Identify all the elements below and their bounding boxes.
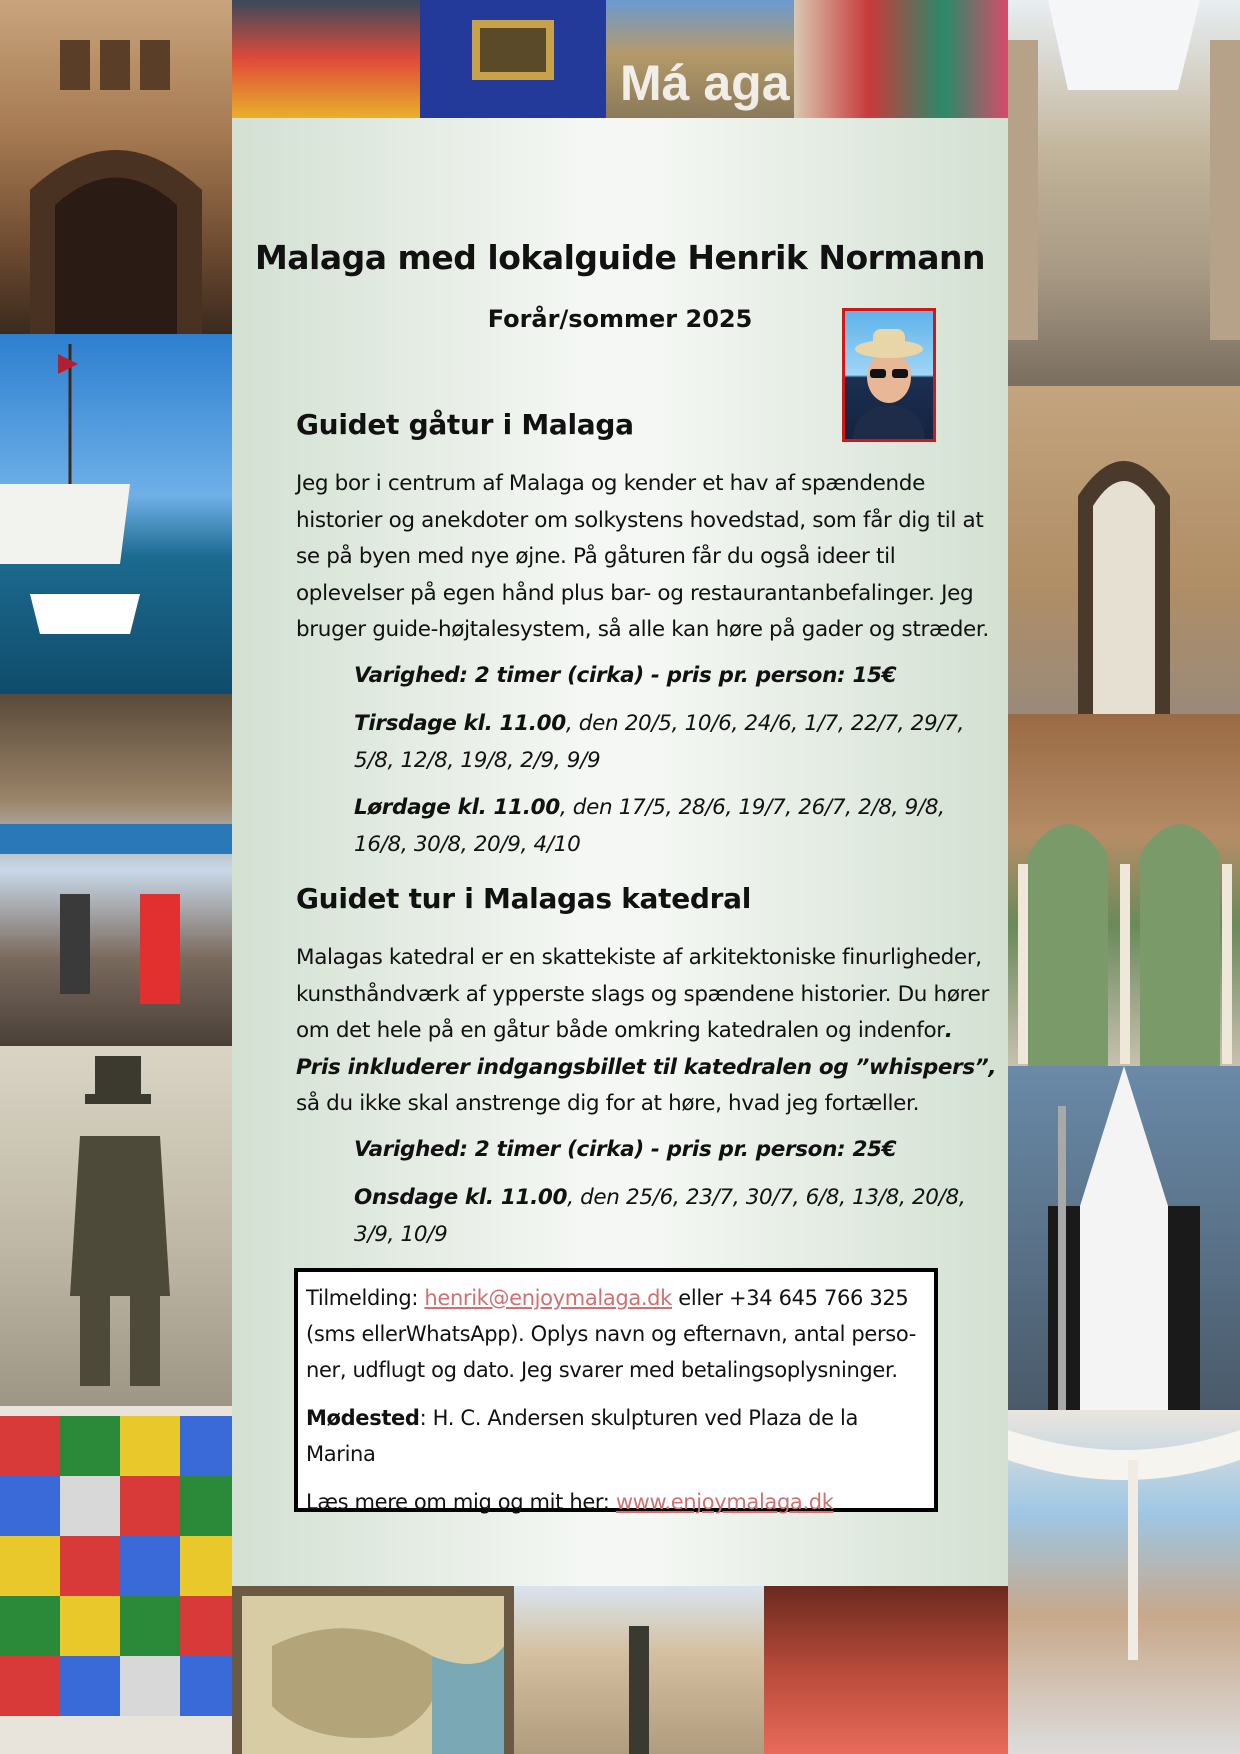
photo-cathedral-portal	[0, 0, 232, 334]
photo-muelle-uno	[1008, 1410, 1240, 1754]
walk-tour-saturdays	[354, 790, 994, 863]
photo-andersen-statue	[0, 1046, 232, 1406]
walk-tour-description: Jeg bor i centrum af Malaga og kender et hav af spændende historier og anekdoter om solkystens hovedstad, som får dig til at se på byen med nye øjne. På gåturen får du også ideer til oplevelser på egen hånd plus bar- og restaurantanbefalinger. Jeg bruger guide-højtalesystem, så alle kan høre på gader og stræder.	[296, 471, 989, 642]
meeting-label: Mødested	[306, 1406, 420, 1430]
meeting-paragraph	[306, 1400, 926, 1472]
wednesdays-dates: , den 25/6, 23/7, 30/7, 6/8, 13/8, 20/8, 3/9, 10/9	[354, 1185, 966, 1247]
page-title: Malaga med lokalguide Henrik Normann	[254, 238, 986, 277]
signup-box	[294, 1268, 938, 1512]
photo-procession-nazareno	[1008, 1066, 1240, 1410]
signup-text: eller +34 645 766 325 (sms ellerWhatsApp). Oplys navn og efternavn, antal perso-ner, udflugt og dato. Jeg svarer med betalingsoplysninger.	[306, 1286, 916, 1382]
tuesdays-label: Tirsdage kl. 11.00	[354, 711, 566, 736]
photo-plaza-constitucion	[514, 1586, 764, 1754]
photo-moorish-gate	[1008, 386, 1240, 714]
walk-tour-duration-text: Varighed: 2 timer (cirka) - pris pr. person: 15€	[354, 663, 897, 688]
email-link[interactable]: henrik@enjoymalaga.dk	[424, 1286, 672, 1310]
signup-paragraph	[306, 1280, 926, 1388]
guide-portrait	[842, 308, 936, 442]
malaga-sign-text: Má aga	[620, 55, 790, 111]
cathedral-desc-end: så du ikke skal anstrenge dig for at høre, hvad jeg fortæller.	[296, 1091, 920, 1116]
tuesdays-dates: , den 20/5, 10/6, 24/6, 1/7, 22/7, 29/7, 5/8, 12/8, 19/8, 2/9, 9/9	[354, 711, 965, 773]
saturdays-dates: , den 17/5, 28/6, 19/7, 26/7, 2/8, 9/8, 16/8, 30/8, 20/9, 4/10	[354, 795, 945, 857]
photo-historic-map	[232, 1586, 514, 1754]
cathedral-duration-price	[354, 1132, 994, 1169]
photo-pompidou-cube	[0, 1406, 232, 1754]
wednesdays-label: Onsdage kl. 11.00	[354, 1185, 568, 1210]
photo-market-hall	[0, 694, 232, 1046]
read-more-text: Læs mere om mig og mit her:	[306, 1490, 616, 1514]
saturdays-label: Lørdage kl. 11.00	[354, 795, 560, 820]
photo-alcazaba-arches	[1008, 714, 1240, 1066]
walk-tour-heading: Guidet gåtur i Malaga	[296, 408, 634, 441]
cathedral-tour-description	[296, 940, 1002, 1123]
cathedral-desc-start: Malagas katedral er en skattekiste af arkitektoniske finurligheder, kunsthåndværk af ypperste slags og spændene historier. Du hører om det hele på en gåtur både omkring katedralen og indenfor	[296, 945, 990, 1043]
photo-fruit-stall	[232, 0, 420, 118]
cathedral-wednesdays	[354, 1180, 994, 1253]
read-more-paragraph	[306, 1484, 926, 1520]
photo-calle-larios	[1008, 0, 1240, 386]
signup-label: Tilmelding:	[306, 1286, 425, 1310]
cathedral-duration-text: Varighed: 2 timer (cirka) - pris pr. person: 25€	[354, 1137, 897, 1162]
walk-tour-duration-price	[354, 658, 994, 695]
website-link[interactable]: www.enjoymalaga.dk	[615, 1490, 834, 1514]
photo-museum-painting	[420, 0, 606, 118]
cathedral-desc-bold: . Pris inkluderer indgangsbillet til katedralen og ”whispers”,	[296, 1018, 997, 1080]
photo-ham-shop	[764, 1586, 1008, 1754]
photo-flamenco-dresses	[794, 0, 1008, 118]
photo-tall-ship	[0, 334, 232, 694]
cathedral-tour-heading: Guidet tur i Malagas katedral	[296, 882, 752, 915]
season-subtitle: Forår/sommer 2025	[487, 305, 753, 333]
walk-tour-tuesdays	[354, 706, 994, 779]
photo-malaga-sign	[606, 0, 794, 118]
meeting-text: : H. C. Andersen skulpturen ved Plaza de la Marina	[306, 1406, 858, 1466]
